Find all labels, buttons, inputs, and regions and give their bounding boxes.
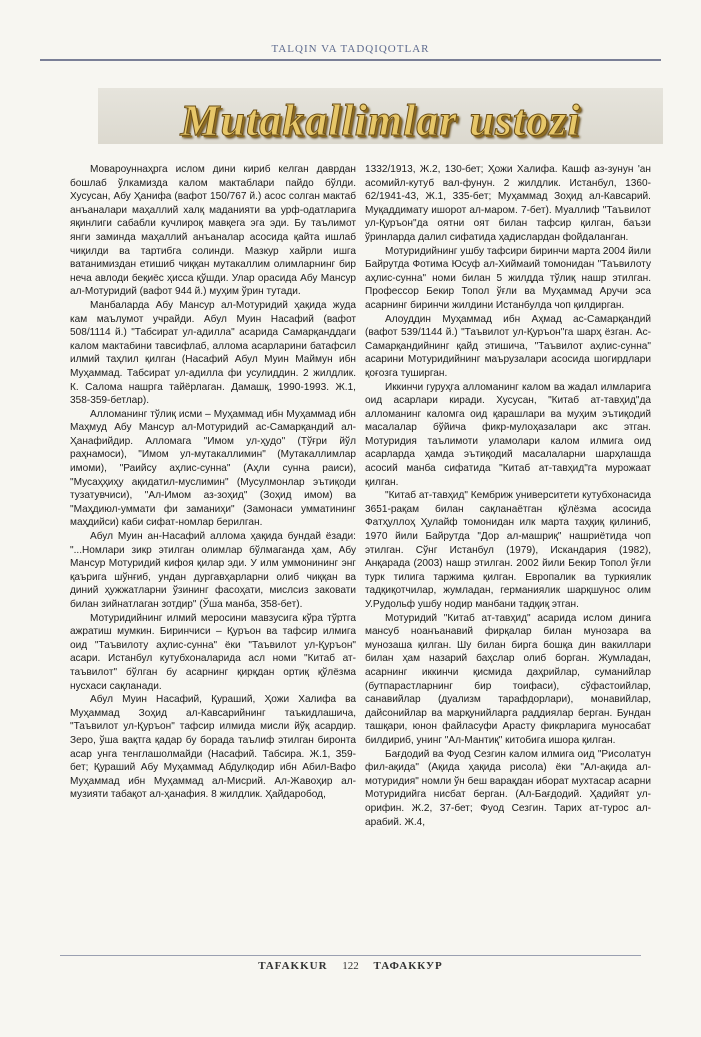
footer-journal-latin: TAFAKKUR xyxy=(258,960,328,972)
article-title: Mutakallimlar ustozi xyxy=(180,96,581,145)
page-footer xyxy=(0,960,701,972)
paragraph: 1332/1913, Ж.2, 130-бет; Ҳожи Халифа. Кашф аз-зунун 'ан асомийл-кутуб вал-фунун. 2 жилдлик. Истанбул, 1360-62/1941-43, Ж.1, 335-бет; Муҳаммад Зоҳид ал-Кавсарий. Муқаддимату ишорот ал-маром. 7-бет). Муаллиф "Таъвилот ул-Қуръон"да оятни оят билан тафсир қилган, баъзи ўринларда далил сифатида ҳадислардан фойдаланган. xyxy=(365,164,651,243)
paragraph: Алоуддин Муҳаммад ибн Аҳмад ас-Самарқандий (вафот 539/1144 й.) "Таъвилот ул-Қуръон"га шарҳ ёзган. Ас-Самарқандийнинг қайд этишича, "Таъвилот аҳлис-сунна" асарини Мотуридийнинг маърузалари асосида шогирдлари қоғозга туширган. xyxy=(365,313,651,379)
paragraph: Алломанинг тўлиқ исми – Муҳаммад ибн Муҳаммад ибн Маҳмуд Абу Мансур ал-Мотуридий ас-Самарқандий ал-Ҳанафийдир. Алломага "Имом ул-ҳудо" (Тўғри йўл раҳнамоси), "Имом ул-мутакаллимин" (Мутакаллимлар имоми), "Раийсу аҳлис-сунна" (Аҳли сунна раиси), "Мусаҳҳиҳу ақидатил-муслимин" (Мусулмонлар эътиқоди тузатувчиси), "Ал-Имом аз-зоҳид" (Зоҳид имом) ва "Маҳдиюл-уммати фи заманиҳи" (Замонаси умматининг маҳдийси) каби сифат-номлар берилган. xyxy=(70,408,356,529)
footer-rule xyxy=(60,955,641,956)
page-number: 122 xyxy=(342,960,359,972)
paragraph: Мовароуннаҳрга ислом дини кириб келган даврдан бошлаб ўлкамизда калом мактаблари пайдо бўлди. Хусусан, Абу Ҳанифа (вафот 150/767 й.) асос солган мактаб анъаналари маҳаллий халқ маданияти ва урф-одатларига яқинлиги сабабли кучлироқ мавқега эга эди. Бу таълимот янги заминда маҳаллий анъаналар асосида қайта ишлаб чиқилди ва тартибга солинди. Мазкур хайрли ишга ватанимиздан етишиб чиққан мутакаллим олимларнинг бир неча авлоди беқиёс ҳисса қўшди. Улар орасида Абу Мансур ал-Мотуридий (вафот 944 й.) муҳим ўрин тутади. xyxy=(70,164,356,298)
paragraph: Бағдодий ва Фуод Сезгин калом илмига оид "Рисолатун фил-ақида" (Ақида ҳақида рисола) ёки "Ал-ақида ал-мотуридия" номли ўн беш варақдан иборат мухтасар асарни Мотуридийга нисбат берган. (Ал-Бағдодий. Ҳадийят ул-орифин. Ж.2, 37-бет; Фуод Сезгин. Тарих ат-турос ал-арабий. Ж.4, xyxy=(365,748,651,828)
paragraph: Иккинчи гуруҳга алломанинг калом ва жадал илмларига оид асарлари киради. Хусусан, "Китаб ат-тавҳид"да алломанинг каломга оид қарашлари ва муҳим эътиқодий масалалар бўйича фикр-мулоҳазалари акс этган. Мотуридия таълимоти уламолари калом илмига оид асарларда ҳамда эътиқодий масалаларни шарҳлашда асосий манба сифатида "Китаб ат-тавҳид"га мурожаат қилган. xyxy=(365,381,651,488)
paragraph: Манбаларда Абу Мансур ал-Мотуридий ҳақида жуда кам маълумот учрайди. Абул Муин Насафий (вафот 508/1114 й.) "Табсират ул-адилла" асарида Самарқанддаги калом мактабини тавсифлаб, аллома асарларини батафсил илмий таҳлил қилган (Насафий Абул Муин Маймун ибн Муҳаммад. Табсират ул-адилла фи усулиддин. 2 жилдлик. К. Салома нашрга тайёрлаган. Дамашқ, 1990-1993. Ж.1, 358-359-бетлар). xyxy=(70,299,356,407)
paragraph: Мотуридий "Китаб ат-тавҳид" асарида ислом динига мансуб ноанъанавий фирқалар билан мунозара ва мунозаша қилган. Шу билан бирга бошқа дин вакиллари билан ҳам назарий баҳслар олиб борган. Жумладан, асарнинг иккинчи қисмида даҳрийлар, суманийлар (бутпарастларнинг бир тоифаси), сўфастоийлар, санавийлар (дуализм тарафдорлари), монавийлар, дайсонийлар ва марқунийларга раддиялар берган. Бундан ташқари, юнон файласуфи Арасту фикрларига муносабат билдириб, унинг "Ал-Мантиқ" китобига ишора қилган. xyxy=(365,612,651,746)
header-rule xyxy=(40,59,661,61)
paragraph: Мотуридийнинг илмий меросини мавзусига кўра тўртга ажратиш мумкин. Биринчиси – Қуръон ва тафсир илмига оид "Таъвилоту аҳлис-сунна" ёки "Таъвилот ул-Қуръон" асари. Истанбул кутубхоналарида асл номи "Китаб ат-таъвилот" бўлган бу асарнинг қирқдан ортиқ қўлёзма нусхаси сақланади. xyxy=(70,612,356,692)
section-header: TALQIN VA TADQIQOTLAR xyxy=(271,43,430,55)
paragraph: Абул Муин Насафий, Қураший, Ҳожи Халифа ва Муҳаммад Зоҳид ал-Кавсарийнинг таъкидлашича, "Таъвилот ул-Қуръон" тафсир илмида мисли йўқ асардир. Зеро, ўша вақтга қадар бу борада таълиф этилган биронта асар унга тенглашолмайди (Насафий. Табсира. Ж.1, 359-бет; Қураший Абу Муҳаммад Абдулқодир ибн Абил-Вафо Муҳаммад ибн Муҳаммад ал-Мисрий. Ал-Жавоҳир ал-музияти табақот ал-ҳанафия. 8 жилдлик. Ҳайдаробод, xyxy=(70,694,356,801)
right-column xyxy=(365,163,651,829)
paragraph: "Китаб ат-тавҳид" Кембриж университети кутубхонасида 3651-рақам билан сақланаётган қўлёзма асосида Фатҳуллоҳ Ҳулайф томонидан илк марта таҳқиқ қилиниб, 1970 йили Байрутда "Дор ал-машриқ" нашриётида чоп этилган. Сўнг Истанбул (1979), Искандария (1982), Анқарада (2003) нашр этилган. 2002 йили Бекир Топол ўғли турк тилига таржима қилган. Европалик ва туркиялик тадқиқотчилар, жумладан, германиялик шарқшунос олим У.Рудольф ушбу нодир манбани тадқиқ этган. xyxy=(365,490,651,610)
footer-journal-cyrillic: ТАФАККУР xyxy=(373,960,443,972)
paragraph: Мотуридийнинг ушбу тафсири биринчи марта 2004 йили Байрутда Фотима Юсуф ал-Хиймаий томонидан "Таъвилоту аҳлис-сунна" номи билан 5 жилдда тўлиқ нашр этилган. Профессор Бекир Топол ўғли ва Муҳаммад Аручи эса асарнинг биринчи жилдини Истанбулда чоп қилдирган. xyxy=(365,245,651,311)
left-column xyxy=(70,163,356,802)
paragraph: Абул Муин ан-Насафий аллома ҳақида бундай ёзади: "...Номлари зикр этилган олимлар бўлмаганда ҳам, Абу Мансур Мотуридий кифоя қилар эди. У илм уммонининг энг қаърига шўнғиб, ундан дургавҳарларни олиб чиққан ва диний ҳужжатларни ўзининг фасоҳати, мислсиз заковати билан зийнатлаган зотдир" (Ўша манба, 358-бет). xyxy=(70,531,356,610)
